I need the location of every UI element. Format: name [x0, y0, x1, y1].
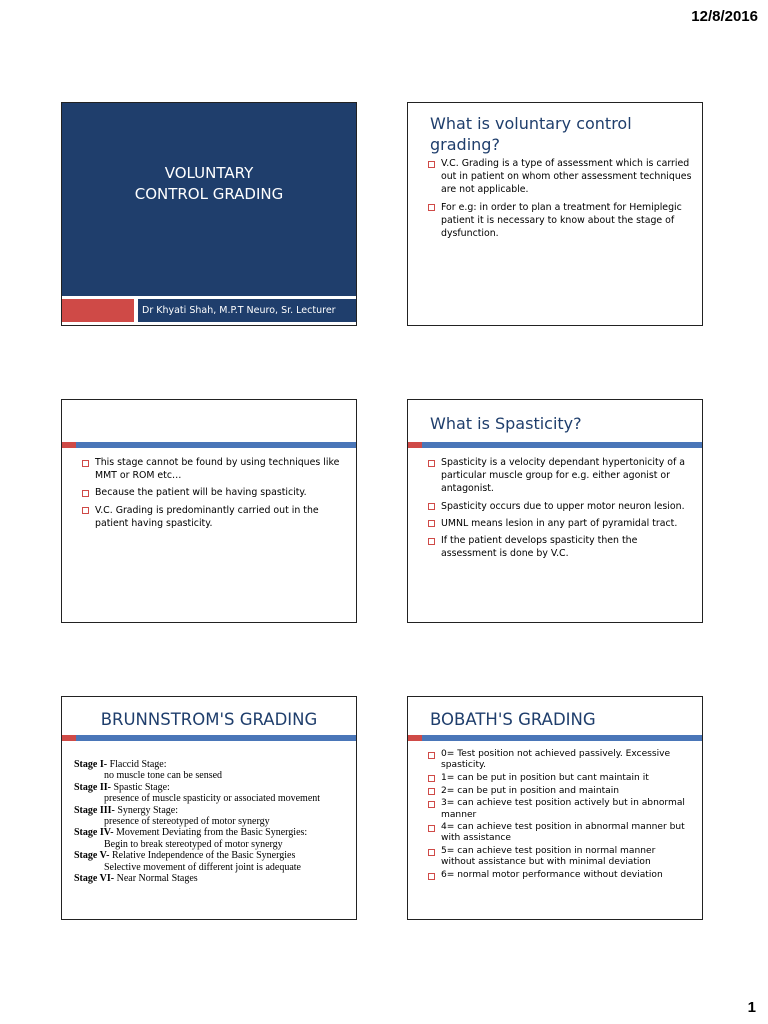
- bullet-box-icon: [428, 788, 435, 795]
- accent-bar: [408, 442, 702, 448]
- bullet-box-icon: [428, 204, 435, 211]
- bullet-box-icon: [428, 775, 435, 782]
- accent-bar: [408, 735, 702, 741]
- slide-title: [61, 102, 357, 326]
- list-item: This stage cannot be found by using techniques like MMT or ROM etc…: [82, 456, 346, 482]
- slide-stage: [61, 399, 357, 623]
- bullet-list: [428, 157, 692, 244]
- list-item: V.C. Grading is a type of assessment which is carried out in patient on whom other assessment techniques are not applicable.: [428, 157, 692, 197]
- list-item: 6= normal motor performance without deviation: [428, 870, 692, 881]
- bullet-box-icon: [428, 520, 435, 527]
- bullet-box-icon: [428, 849, 435, 856]
- bullet-list: [428, 749, 692, 883]
- list-item: 5= can achieve test position in normal manner without assistance but with minimal deviation: [428, 846, 692, 868]
- list-item: 0= Test position not achieved passively. Excessive spasticity.: [428, 749, 692, 771]
- bullet-box-icon: [82, 507, 89, 514]
- bullet-box-icon: [428, 538, 435, 545]
- stage-item: Stage V- Relative Independence of the Basic Synergies Selective movement of different joint is adequate: [74, 850, 301, 873]
- bullet-box-icon: [428, 801, 435, 808]
- stage-item: Stage IV- Movement Deviating from the Basic Synergies: Begin to break stereotyped of motor synergy: [74, 827, 308, 850]
- bullet-box-icon: [82, 460, 89, 467]
- bullet-box-icon: [428, 825, 435, 832]
- slide-brunnstrom: [61, 696, 357, 920]
- slide-title-heading: [62, 163, 356, 205]
- footer-author: Dr Khyati Shah, M.P.T Neuro, Sr. Lecturer: [138, 299, 356, 322]
- list-item: Spasticity is a velocity dependant hypertonicity of a particular muscle group for e.g. either agonist or antagonist.: [428, 456, 692, 496]
- list-item: For e.g: in order to plan a treatment for Hemiplegic patient it is necessary to know about the stage of dysfunction.: [428, 201, 692, 241]
- stage-item: Stage III- Synergy Stage: presence of stereotyped of motor synergy: [74, 804, 270, 828]
- stage-list: [74, 759, 350, 884]
- bullet-box-icon: [428, 161, 435, 168]
- footer-red-block: [62, 299, 134, 322]
- bullet-list: [428, 456, 692, 564]
- title-line-1: VOLUNTARY: [164, 164, 254, 182]
- slide-heading: BOBATH'S GRADING: [430, 710, 596, 729]
- slide-heading: What is voluntary control grading?: [430, 114, 632, 154]
- bullet-box-icon: [428, 503, 435, 510]
- stage-item: Stage I- Flaccid Stage: no muscle tone can be sensed: [74, 759, 223, 782]
- slide-voluntary-control: [407, 102, 703, 326]
- slide-bobath: [407, 696, 703, 920]
- list-item: UMNL means lesion in any part of pyramidal tract.: [428, 517, 692, 530]
- bullet-list: [82, 456, 346, 534]
- bullet-box-icon: [428, 752, 435, 759]
- title-footer: [62, 296, 356, 325]
- slide-heading: BRUNNSTROM'S GRADING: [100, 710, 318, 729]
- accent-bar: [62, 735, 356, 741]
- page-number: 1: [747, 999, 756, 1016]
- bullet-box-icon: [82, 490, 89, 497]
- header-date: 12/8/2016: [691, 8, 758, 25]
- list-item: Spasticity occurs due to upper motor neuron lesion.: [428, 500, 692, 513]
- list-item: If the patient develops spasticity then the assessment is done by V.C.: [428, 534, 692, 560]
- list-item: 3= can achieve test position actively but in abnormal manner: [428, 798, 692, 820]
- list-item: V.C. Grading is predominantly carried out in the patient having spasticity.: [82, 504, 346, 530]
- list-item: 1= can be put in position but cant maintain it: [428, 773, 692, 784]
- bullet-box-icon: [428, 460, 435, 467]
- list-item: 4= can achieve test position in abnormal manner but with assistance: [428, 822, 692, 844]
- slide-spasticity: [407, 399, 703, 623]
- title-line-2: CONTROL GRADING: [134, 185, 284, 203]
- stage-item: Stage II- Spastic Stage: presence of muscle spasticity or associated movement: [74, 781, 321, 805]
- bullet-box-icon: [428, 873, 435, 880]
- stage-item: Stage VI- Near Normal Stages: [74, 873, 198, 885]
- slide-heading: What is Spasticity?: [430, 414, 582, 433]
- list-item: Because the patient will be having spasticity.: [82, 486, 346, 499]
- accent-bar: [62, 442, 356, 448]
- list-item: 2= can be put in position and maintain: [428, 786, 692, 797]
